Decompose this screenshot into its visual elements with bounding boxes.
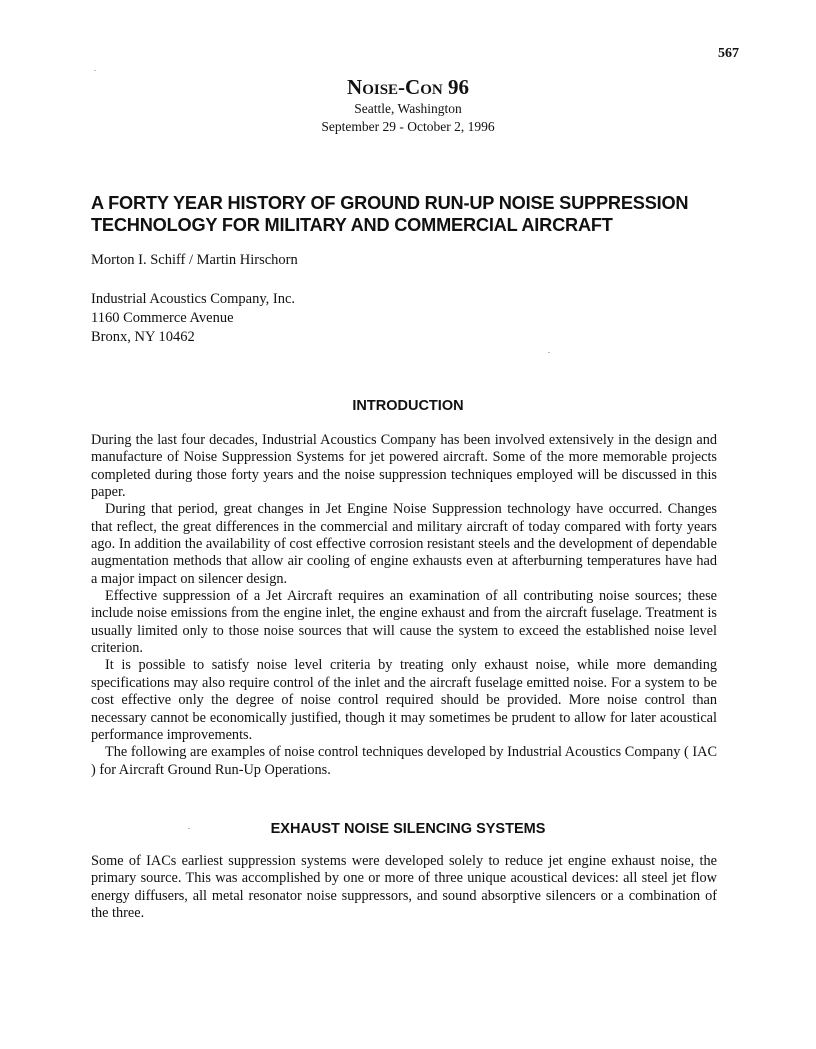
paragraph: Effective suppression of a Jet Aircraft requires an examination of all contributing noise sources; these include noise emissions from the engine inlet, the engine exhaust and from the aircraft fuselage. Treatment is usually limited only to those noise sources that will cause the system to exceed the established noise level criterion.: [91, 588, 717, 657]
affiliation: [91, 290, 295, 347]
paragraph: It is possible to satisfy noise level criteria by treating only exhaust noise, while more demanding specifications may also require control of the inlet and the aircraft fuselage emitted noise. For a system to be cost effective only the degree of noise control required should be provided. More noise control than necessary cannot be economically justified, though it may sometimes be prudent to allow for later acoustical performance improvements.: [91, 657, 717, 743]
exhaust-body: [91, 853, 717, 922]
page-number: 567: [718, 46, 739, 61]
affiliation-company: Industrial Acoustics Company, Inc.: [91, 291, 296, 307]
conference-dates: September 29 - October 2, 1996: [321, 119, 495, 134]
scan-speck: [548, 352, 550, 353]
affiliation-city: Bronx, NY 10462: [91, 329, 195, 345]
conference-location: Seattle, Washington: [354, 101, 462, 116]
section-heading-exhaust: EXHAUST NOISE SILENCING SYSTEMS: [270, 821, 546, 837]
paragraph: Some of IACs earliest suppression systems were developed solely to reduce jet engine exhaust noise, the primary source. This was accomplished by one or more of three unique acoustical devices: all steel jet flow energy diffusers, all metal resonator noise suppressors, and sound absorptive silencers or a combination of the three.: [91, 853, 717, 922]
scan-speck: [188, 828, 190, 829]
conference-title: Noise-Con 96: [347, 75, 469, 99]
paper-title: [91, 192, 751, 236]
paper-title-line-2: TECHNOLOGY FOR MILITARY AND COMMERCIAL AIRCRAFT: [91, 215, 613, 235]
paragraph: During that period, great changes in Jet Engine Noise Suppression technology have occurred. Changes that reflect, the great differences in the commercial and military aircraft of today compared with forty years ago. In addition the availability of cost effective corrosion resistant steels and the development of dependable augmentation methods that allow air cooling of engine exhausts even at afterburning temperatures have had a major impact on silencer design.: [91, 501, 717, 587]
paragraph: During the last four decades, Industrial Acoustics Company has been involved extensively in the design and manufacture of Noise Suppression Systems for jet powered aircraft. Some of the more memorable projects completed during those forty years and the noise suppression techniques employed will be discussed in this paper.: [91, 432, 717, 501]
authors: Morton I. Schiff / Martin Hirschorn: [91, 252, 298, 268]
affiliation-street: 1160 Commerce Avenue: [91, 310, 234, 326]
introduction-body: [91, 432, 717, 779]
scan-speck: [94, 70, 96, 71]
section-heading-introduction: INTRODUCTION: [352, 398, 464, 414]
conference-header: [0, 74, 816, 136]
paragraph: The following are examples of noise control techniques developed by Industrial Acoustics Company ( IAC ) for Aircraft Ground Run-Up Operations.: [91, 744, 717, 778]
paper-title-line-1: A FORTY YEAR HISTORY OF GROUND RUN-UP NOISE SUPPRESSION: [91, 193, 689, 213]
